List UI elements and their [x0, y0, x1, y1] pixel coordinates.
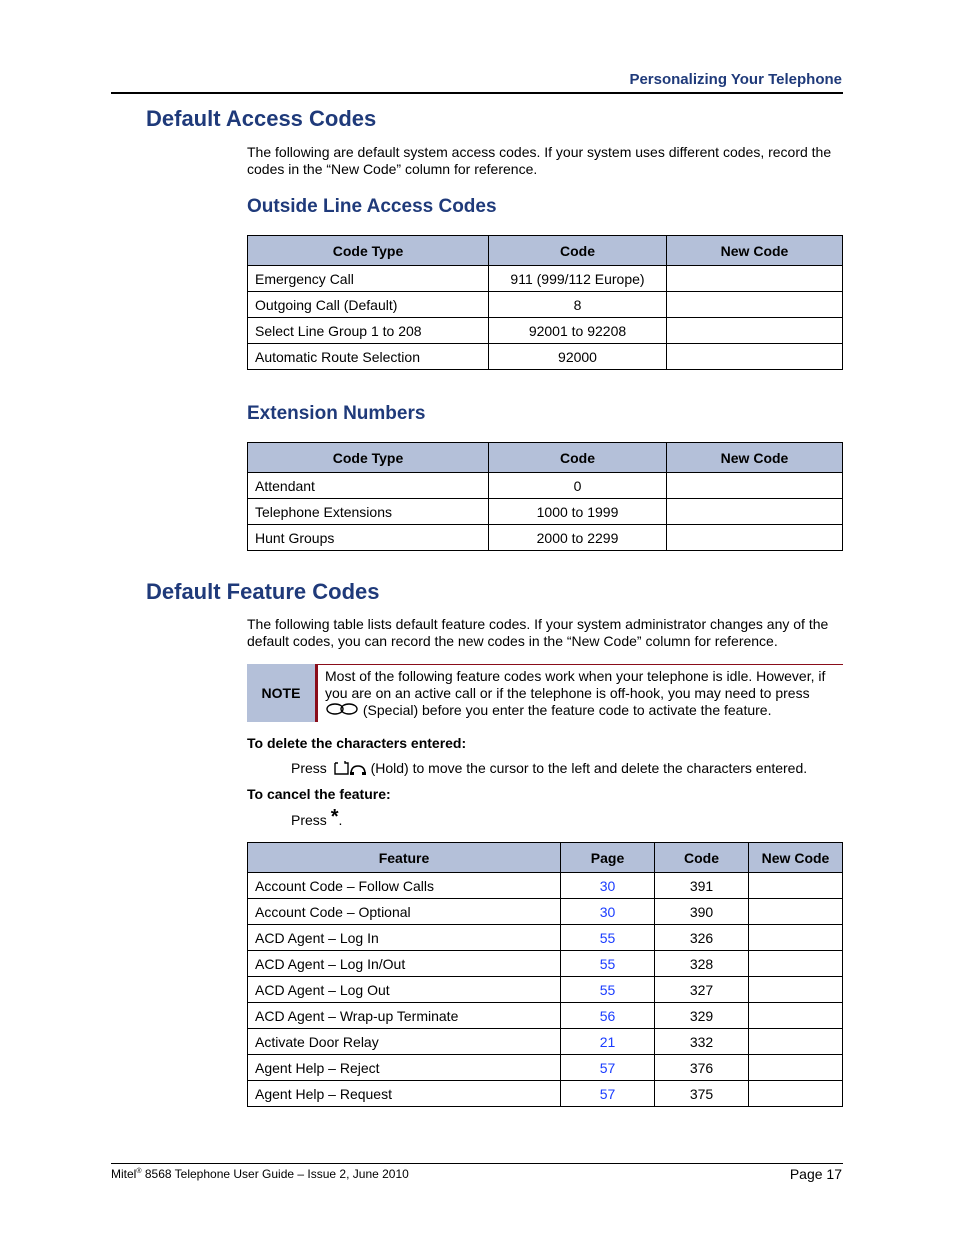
new-code-cell — [749, 1029, 843, 1055]
table-row — [248, 873, 843, 899]
new-code-cell — [749, 1055, 843, 1081]
feature-cell: Account Code – Optional — [248, 899, 561, 925]
table-row — [248, 925, 843, 951]
code-cell: 328 — [655, 951, 749, 977]
note-text — [325, 668, 840, 720]
feature-cell: Account Code – Follow Calls — [248, 873, 561, 899]
table-row — [248, 1055, 843, 1081]
column-header: New Code — [667, 443, 843, 473]
new-code-cell — [749, 925, 843, 951]
code-cell: 326 — [655, 925, 749, 951]
code-type-cell: Outgoing Call (Default) — [248, 292, 489, 318]
new-code-cell — [749, 977, 843, 1003]
column-header: New Code — [667, 236, 843, 266]
code-type-cell: Hunt Groups — [248, 525, 489, 551]
running-header: Personalizing Your Telephone — [629, 71, 842, 88]
section-title-access-codes: Default Access Codes — [146, 106, 377, 131]
footer-guide-title — [111, 1167, 409, 1181]
new-code-cell — [749, 899, 843, 925]
feature-cell: Agent Help – Request — [248, 1081, 561, 1107]
code-cell: 92001 to 92208 — [489, 318, 667, 344]
access-codes-intro: The following are default system access codes. If your system uses different codes, record the codes in the “New Code” column for reference. — [247, 144, 832, 177]
table-row — [248, 292, 843, 318]
page-number: Page 17 — [789, 1166, 842, 1182]
extension-numbers-title: Extension Numbers — [247, 403, 426, 424]
cancel-feature-step — [291, 808, 342, 831]
new-code-cell — [667, 499, 843, 525]
page-link[interactable]: 55 — [561, 951, 655, 977]
hold-key-icon — [331, 759, 367, 780]
page-link[interactable]: 55 — [561, 977, 655, 1003]
extension-numbers-table — [247, 442, 843, 551]
code-type-cell: Select Line Group 1 to 208 — [248, 318, 489, 344]
page-link[interactable]: 30 — [561, 873, 655, 899]
table-header-row — [248, 843, 843, 873]
footer-guide-text: 8568 Telephone User Guide – Issue 2, June 2010 — [141, 1167, 409, 1181]
feature-cell: Activate Door Relay — [248, 1029, 561, 1055]
code-type-cell: Automatic Route Selection — [248, 344, 489, 370]
code-cell: 332 — [655, 1029, 749, 1055]
table-row — [248, 473, 843, 499]
page-link[interactable]: 56 — [561, 1003, 655, 1029]
table-row — [248, 1029, 843, 1055]
feature-cell: Agent Help – Reject — [248, 1055, 561, 1081]
footer-rule — [111, 1163, 843, 1164]
note-text-before: Most of the following feature codes work when your telephone is idle. However, if you are on an active call or if the telephone is off-hook, you may need to press — [325, 668, 826, 701]
outside-line-table — [247, 235, 843, 370]
code-cell: 911 (999/112 Europe) — [489, 266, 667, 292]
code-type-cell: Telephone Extensions — [248, 499, 489, 525]
column-header: Code — [655, 843, 749, 873]
feature-cell: ACD Agent – Wrap-up Terminate — [248, 1003, 561, 1029]
new-code-cell — [749, 951, 843, 977]
code-cell: 327 — [655, 977, 749, 1003]
code-cell: 8 — [489, 292, 667, 318]
table-row — [248, 1081, 843, 1107]
press-text: Press — [291, 812, 327, 828]
special-key-icon — [325, 702, 359, 720]
table-row — [248, 951, 843, 977]
column-header: Page — [561, 843, 655, 873]
table-row — [248, 899, 843, 925]
new-code-cell — [749, 1003, 843, 1029]
table-row — [248, 344, 843, 370]
table-row — [248, 499, 843, 525]
press-text: Press — [291, 760, 327, 777]
feature-cell: ACD Agent – Log In/Out — [248, 951, 561, 977]
note-top-rule — [318, 664, 843, 665]
new-code-cell — [667, 473, 843, 499]
outside-line-title: Outside Line Access Codes — [247, 196, 497, 217]
page-link[interactable]: 55 — [561, 925, 655, 951]
section-title-feature-codes: Default Feature Codes — [146, 579, 380, 604]
column-header: Code — [489, 443, 667, 473]
note-box — [247, 664, 843, 722]
table-row — [248, 318, 843, 344]
delete-characters-step — [291, 759, 807, 780]
registered-mark: ® — [136, 1168, 142, 1175]
note-label: NOTE — [247, 664, 315, 722]
new-code-cell — [749, 1081, 843, 1107]
code-cell: 92000 — [489, 344, 667, 370]
page-link[interactable]: 21 — [561, 1029, 655, 1055]
page-link[interactable]: 57 — [561, 1055, 655, 1081]
page-link[interactable]: 30 — [561, 899, 655, 925]
feature-cell: ACD Agent – Log Out — [248, 977, 561, 1003]
feature-codes-intro: The following table lists default feature codes. If your system administrator changes any of the default codes, you can record the new codes in the “New Code” column for reference. — [247, 616, 829, 649]
new-code-cell — [667, 344, 843, 370]
column-header: New Code — [749, 843, 843, 873]
table-row — [248, 1003, 843, 1029]
code-cell: 391 — [655, 873, 749, 899]
column-header: Code Type — [248, 236, 489, 266]
code-cell: 1000 to 1999 — [489, 499, 667, 525]
code-type-cell: Emergency Call — [248, 266, 489, 292]
new-code-cell — [749, 873, 843, 899]
column-header: Code — [489, 236, 667, 266]
code-cell: 2000 to 2299 — [489, 525, 667, 551]
code-type-cell: Attendant — [248, 473, 489, 499]
new-code-cell — [667, 292, 843, 318]
note-text-after: (Special) before you enter the feature code to activate the feature. — [362, 702, 772, 718]
code-cell: 390 — [655, 899, 749, 925]
new-code-cell — [667, 525, 843, 551]
cancel-step-period: . — [338, 812, 343, 828]
table-row — [248, 266, 843, 292]
column-header: Feature — [248, 843, 561, 873]
page-link[interactable]: 57 — [561, 1081, 655, 1107]
new-code-cell — [667, 318, 843, 344]
code-cell: 0 — [489, 473, 667, 499]
table-row — [248, 977, 843, 1003]
table-row — [248, 525, 843, 551]
code-cell: 329 — [655, 1003, 749, 1029]
footer-brand: Mitel — [111, 1167, 137, 1181]
code-cell: 375 — [655, 1081, 749, 1107]
cancel-feature-label: To cancel the feature: — [247, 786, 391, 802]
table-header-row — [248, 236, 843, 266]
new-code-cell — [667, 266, 843, 292]
code-cell: 376 — [655, 1055, 749, 1081]
delete-characters-label: To delete the characters entered: — [247, 735, 467, 751]
note-accent-bar — [315, 664, 318, 722]
delete-step-description: (Hold) to move the cursor to the left and delete the characters entered. — [370, 760, 808, 777]
column-header: Code Type — [248, 443, 489, 473]
feature-codes-table — [247, 842, 843, 1107]
star-key-glyph: * — [330, 806, 339, 828]
table-header-row — [248, 443, 843, 473]
header-rule — [111, 92, 843, 94]
feature-cell: ACD Agent – Log In — [248, 925, 561, 951]
